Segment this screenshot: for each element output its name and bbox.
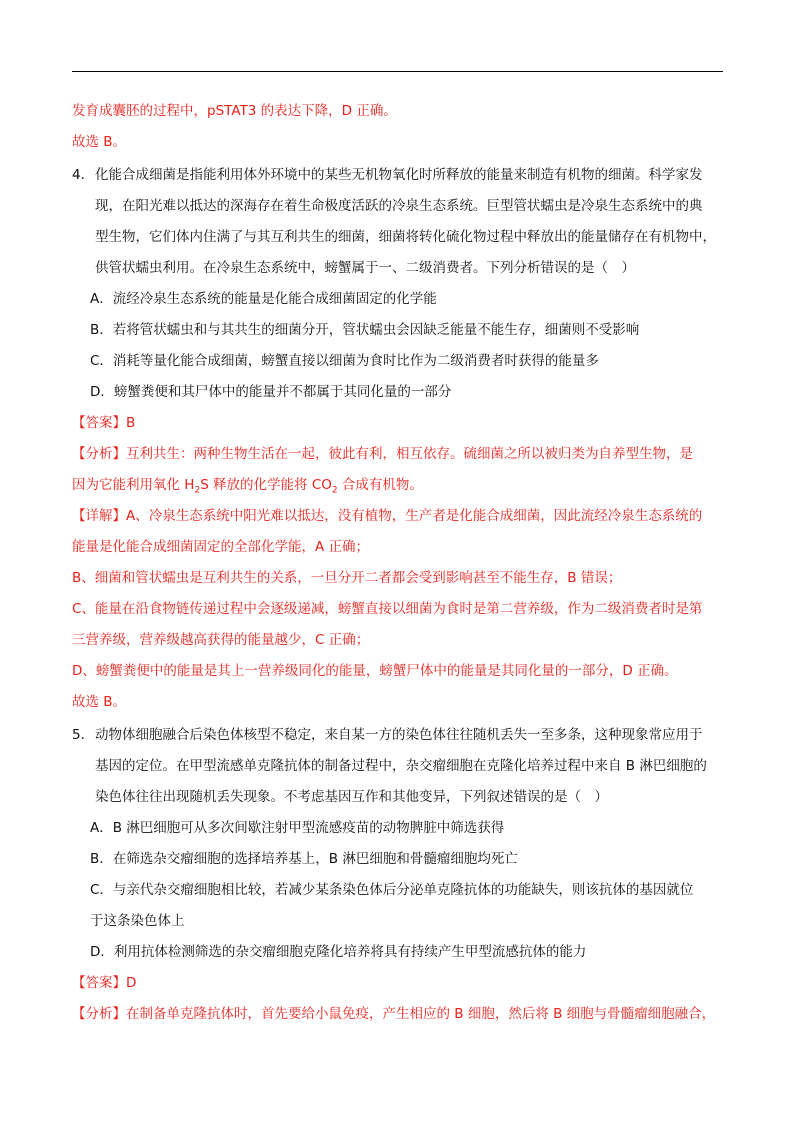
header-rule (72, 71, 723, 72)
q4-stem-line-4: 供管状蠕虫利用。在冷泉生态系统中，螃蟹属于一、二级消费者。下列分析错误的是（ ） (95, 260, 635, 276)
q4-stem-line-1: 化能合成细菌是指能利用体外环境中的某些无机物氧化时所释放的能量来制造有机物的细菌。科学家发 (95, 167, 703, 183)
q4-analysis-line-2: 因为它能利用氧化 $H_2S$ 释放的化学能将 $CO_2$ 合成有机物。 (72, 477, 423, 496)
q5-stem-line-1: 动物体细胞融合后染色体核型不稳定，来自某一方的染色体往往随机丢失一至多条，这种现象常应用于 (95, 727, 703, 743)
q4-option-a: A．流经冷泉生态系统的能量是化能合成细菌固定的化学能 (90, 291, 437, 307)
q4-detail-line-4: C、能量在沿食物链传递过程中会逐级递减，螃蟹直接以细菌为食时是第二营养级，作为二级消费者时是第 (72, 601, 703, 617)
q4-number: 4． (72, 167, 95, 183)
q5-option-d: D．利用抗体检测筛选的杂交瘤细胞克隆化培养将具有持续产生甲型流感抗体的能力 (90, 944, 587, 960)
q4-analysis-line-1: 【分析】互利共生：两种生物生活在一起，彼此有利，相互依存。硫细菌之所以被归类为自养型生物，是 (72, 446, 693, 462)
q5-answer: 【答案】D (72, 975, 137, 991)
q5-stem-line-3: 染色体往往出现随机丢失现象。不考虑基因互作和其他变异，下列叙述错误的是（ ） (95, 789, 608, 805)
q5-option-b: B．在筛选杂交瘤细胞的选择培养基上，B 淋巴细胞和骨髓瘤细胞均死亡 (90, 851, 518, 867)
q5-number: 5． (72, 727, 95, 743)
q5-option-a: A．B 淋巴细胞可从多次间歇注射甲型流感疫苗的动物脾脏中筛选获得 (90, 820, 505, 836)
q5-option-c-line-2: 于这条染色体上 (90, 913, 185, 929)
intro-line-1: 发育成囊胚的过程中，pSTAT3 的表达下降，D 正确。 (72, 103, 397, 119)
q4-stem-line-2: 现，在阳光难以抵达的深海存在着生命极度活跃的冷泉生态系统。巨型管状蠕虫是冷泉生态系统中的典 (95, 198, 703, 214)
q4-option-b: B．若将管状蠕虫和与其共生的细菌分开，管状蠕虫会因缺乏能量不能生存，细菌则不受影响 (90, 322, 640, 338)
q4-option-d: D．螃蟹粪便和其尸体中的能量并不都属于其同化量的一部分 (90, 384, 452, 400)
q4-detail-line-3: B、细菌和管状蠕虫是互利共生的关系，一旦分开二者都会受到影响甚至不能生存，B 错误； (72, 570, 622, 586)
q5-stem-line-2: 基因的定位。在甲型流感单克隆抗体的制备过程中，杂交瘤细胞在克隆化培养过程中来自 B 淋巴细胞的 (95, 758, 707, 774)
q4-answer: 【答案】B (72, 415, 136, 431)
q4-detail-line-1: 【详解】A、冷泉生态系统中阳光难以抵达，没有植物，生产者是化能合成细菌，因此流经冷泉生态系统的 (72, 508, 703, 524)
q4-stem-line-3: 型生物，它们体内住满了与其互利共生的细菌，细菌将转化硫化物过程中释放出的能量储存在有机物中， (95, 229, 716, 245)
q4-detail-line-5: 三营养级，营养级越高获得的能量越少，C 正确； (72, 632, 370, 648)
q4-detail-line-6: D、螃蟹粪便中的能量是其上一营养级同化的能量，螃蟹尸体中的能量是其同化量的一部分，D 正确。 (72, 663, 678, 679)
intro-line-2: 故选 B。 (72, 134, 127, 150)
q5-option-c-line-1: C．与亲代杂交瘤细胞相比较，若减少某条染色体后分泌单克隆抗体的功能缺失，则该抗体的基因就位 (90, 882, 694, 898)
q5-analysis-line-1: 【分析】在制备单克隆抗体时，首先要给小鼠免疫，产生相应的 B 细胞，然后将 B 细胞与骨髓瘤细胞融合， (72, 1006, 716, 1022)
q4-detail-line-2: 能量是化能合成细菌固定的全部化学能，A 正确； (72, 539, 370, 555)
q4-option-c: C．消耗等量化能合成细菌，螃蟹直接以细菌为食时比作为二级消费者时获得的能量多 (90, 353, 599, 369)
q4-conclusion: 故选 B。 (72, 694, 127, 710)
